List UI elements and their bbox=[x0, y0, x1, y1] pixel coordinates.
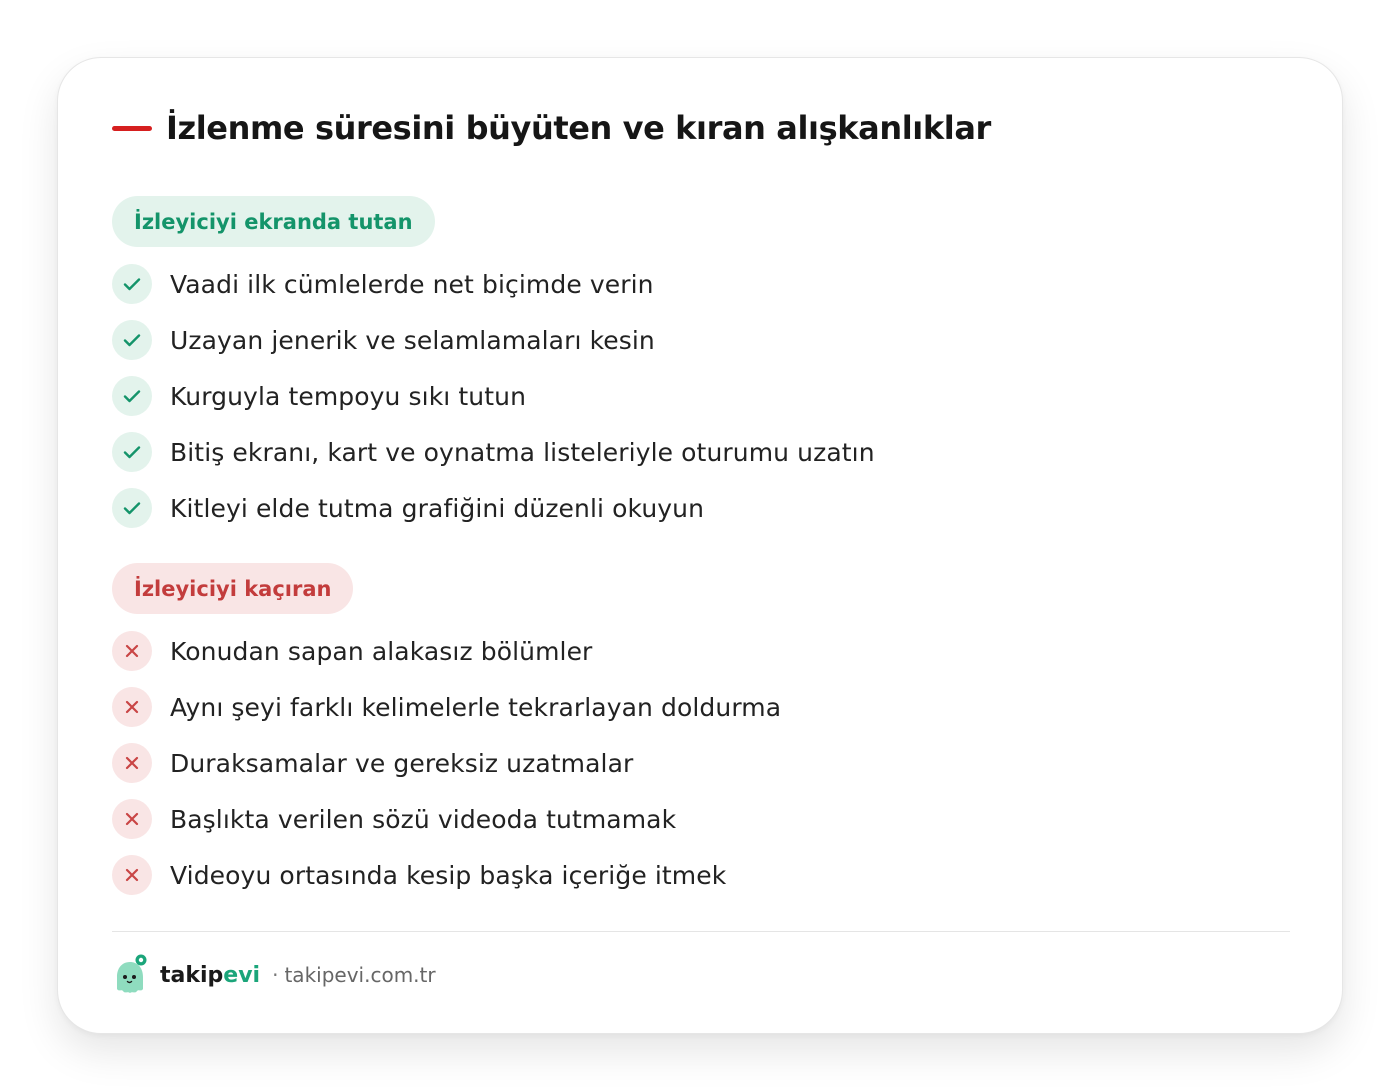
list-item bbox=[112, 376, 1212, 416]
ghost-mascot-icon bbox=[110, 953, 150, 997]
page-title: İzlenme süresini büyüten ve kıran alışkanlıklar bbox=[166, 109, 991, 147]
bad-list bbox=[112, 631, 1212, 911]
footer-domain: takipevi.com.tr bbox=[284, 963, 436, 987]
footer-divider bbox=[112, 931, 1290, 932]
list-item-text: Bitiş ekranı, kart ve oynatma listeleriyle oturumu uzatın bbox=[170, 437, 875, 467]
footer-separator: · bbox=[272, 963, 279, 987]
title-accent-bar bbox=[112, 126, 152, 131]
cross-icon bbox=[112, 799, 152, 839]
good-section-badge: İzleyiciyi ekranda tutan bbox=[112, 196, 435, 247]
list-item-text: Kitleyi elde tutma grafiğini düzenli okuyun bbox=[170, 493, 705, 523]
check-icon bbox=[112, 488, 152, 528]
list-item bbox=[112, 488, 1212, 528]
cross-icon bbox=[112, 631, 152, 671]
info-card bbox=[57, 57, 1343, 1034]
check-icon bbox=[112, 264, 152, 304]
list-item bbox=[112, 855, 1212, 895]
brand-name-part2: evi bbox=[223, 962, 261, 988]
check-icon bbox=[112, 376, 152, 416]
list-item bbox=[112, 320, 1212, 360]
bad-section-badge: İzleyiciyi kaçıran bbox=[112, 563, 353, 614]
list-item-text: Vaadi ilk cümlelerde net biçimde verin bbox=[170, 269, 654, 299]
list-item-text: Konudan sapan alakasız bölümler bbox=[170, 636, 593, 666]
good-list bbox=[112, 264, 1212, 544]
list-item bbox=[112, 432, 1212, 472]
list-item bbox=[112, 631, 1212, 671]
list-item-text: Aynı şeyi farklı kelimelerle tekrarlayan doldurma bbox=[170, 692, 782, 722]
title-row bbox=[112, 106, 991, 150]
list-item-text: Videoyu ortasında kesip başka içeriğe itmek bbox=[170, 860, 727, 890]
check-icon bbox=[112, 432, 152, 472]
check-icon bbox=[112, 320, 152, 360]
brand-name-part1: takip bbox=[160, 962, 224, 988]
list-item bbox=[112, 743, 1212, 783]
list-item-text: Başlıkta verilen sözü videoda tutmamak bbox=[170, 804, 677, 834]
list-item bbox=[112, 264, 1212, 304]
cross-icon bbox=[112, 687, 152, 727]
list-item bbox=[112, 687, 1212, 727]
list-item-text: Uzayan jenerik ve selamlamaları kesin bbox=[170, 325, 655, 355]
list-item bbox=[112, 799, 1212, 839]
brand-name bbox=[160, 963, 260, 988]
cross-icon bbox=[112, 743, 152, 783]
cross-icon bbox=[112, 855, 152, 895]
footer bbox=[110, 953, 436, 997]
list-item-text: Kurguyla tempoyu sıkı tutun bbox=[170, 381, 527, 411]
list-item-text: Duraksamalar ve gereksiz uzatmalar bbox=[170, 748, 634, 778]
